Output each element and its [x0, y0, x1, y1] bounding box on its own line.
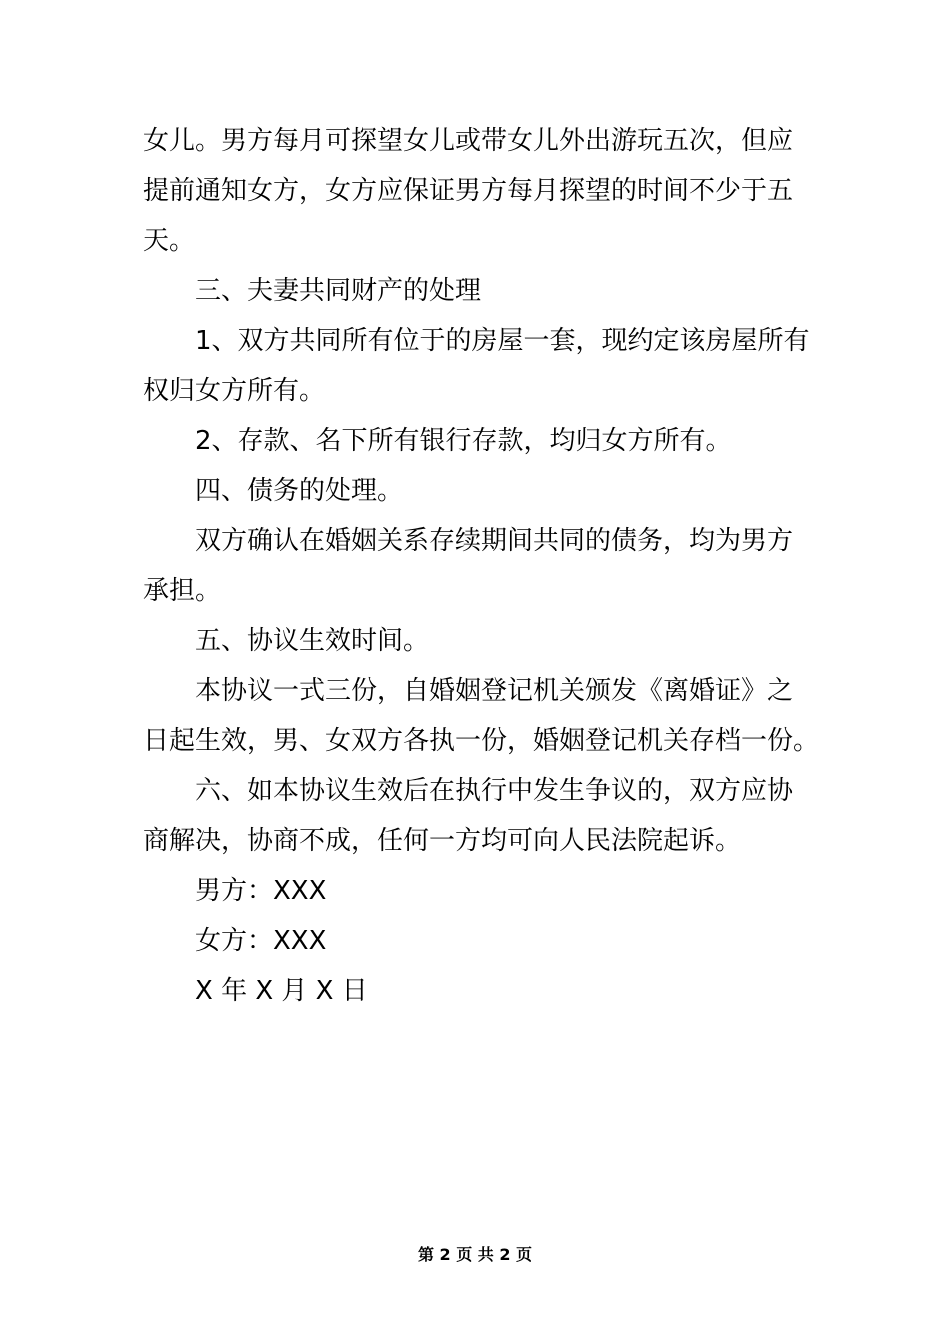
- section-heading-debts: 四、债务的处理。: [195, 476, 404, 506]
- paragraph-line: 双方确认在婚姻关系存续期间共同的债务，均为男方: [195, 526, 794, 556]
- paragraph-line: 天。: [143, 226, 196, 256]
- signature-female: 女方：XXX: [195, 926, 327, 956]
- paragraph-line: 提前通知女方，女方应保证男方每月探望的时间不少于五: [143, 176, 794, 206]
- paragraph-line: 权归女方所有。: [143, 376, 326, 406]
- document-body: [143, 116, 820, 1016]
- section-heading-effective-date: 五、协议生效时间。: [195, 626, 430, 656]
- paragraph-line: 承担。: [143, 576, 222, 606]
- paragraph-line: 本协议一式三份，自婚姻登记机关颁发《离婚证》之: [195, 676, 794, 706]
- paragraph-line: 日起生效，男、女双方各执一份，婚姻登记机关存档一份。: [143, 726, 820, 756]
- paragraph-line: 商解决，协商不成，任何一方均可向人民法院起诉。: [143, 826, 742, 856]
- signature-date: X 年 X 月 X 日: [195, 976, 368, 1006]
- paragraph-line: 1、双方共同所有位于的房屋一套，现约定该房屋所有: [195, 326, 810, 356]
- paragraph-line: 2、存款、名下所有银行存款，均归女方所有。: [195, 426, 732, 456]
- section-heading-property: 三、夫妻共同财产的处理: [195, 276, 482, 306]
- signature-male: 男方：XXX: [195, 876, 327, 906]
- paragraph-line: 六、如本协议生效后在执行中发生争议的，双方应协: [195, 776, 794, 806]
- page-number-footer: 第 2 页 共 2 页: [417, 1245, 533, 1264]
- paragraph-line: 女儿。男方每月可探望女儿或带女儿外出游玩五次，但应: [143, 126, 794, 156]
